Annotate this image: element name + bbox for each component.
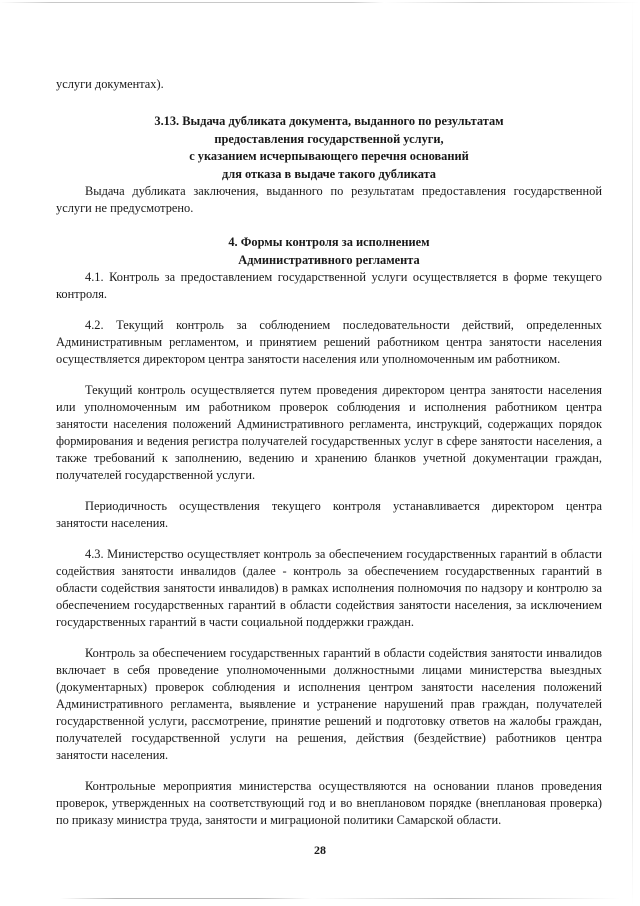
heading-line: предоставления государственной услуги,: [214, 131, 444, 146]
scan-edge-top: [0, 2, 640, 3]
paragraph-guarantees-control: Контроль за обеспечением государственных гарантий в области содействия занятости инвалидов включает в себя проведение уполномоченными должностными лицами министерства выездных (документарных) проверок соблюдения и исполнения центром занятости населения положений Административного регламента, выявление и устранение нарушений прав граждан, получателей государственной услуги, рассмотрение, принятие решений и подготовку ответов на жалобы граждан, получателей государственной услуги на решения, действия (бездействие) работников центра занятости населения.: [56, 646, 602, 762]
section-3-13-body: Выдача дубликата заключения, выданного по результатам предоставления государственной услуги не предусмотрено.: [56, 184, 602, 215]
paragraph-control-measures: Контрольные мероприятия министерства осуществляются на основании планов проведения проверок, утвержденных на соответствующий год и во внеплановом порядке (внеплановая проверка) по приказу министра труда, занятости и миграционой политики Самарской области.: [56, 779, 602, 827]
section-3-13-heading: [56, 113, 602, 183]
heading-line: 4. Формы контроля за исполнением: [228, 235, 430, 249]
paragraph-periodicity: Периодичность осуществления текущего контроля устанавливается директором центра занятости населения.: [56, 499, 602, 530]
heading-line: 3.13. Выдача дубликата документа, выданного по результатам: [154, 114, 504, 128]
paragraph-4-2: 4.2. Текущий контроль за соблюдением последовательности действий, определенных Административным регламентом, и принятием решений работником центра занятости населения осуществляется директором центра занятости населения или уполномоченным им работником.: [56, 318, 602, 366]
heading-line: Административного регламента: [238, 252, 420, 267]
scan-edge-right: [632, 0, 633, 906]
section-4-heading: [56, 234, 602, 269]
paragraph-current-control: Текущий контроль осуществляется путем проведения директором центра занятости населения или уполномоченным им работником проверок соблюдения и исполнения работником центра занятости населения положений Административного регламента, инструкций, содержащих порядок формирования и ведения регистра получателей государственных услуг в сфере занятости населения, а также требований к заполнению, ведению и хранению бланков учетной документации граждан, получателей государственной услуги.: [56, 383, 602, 482]
page-number: 28: [314, 843, 326, 857]
paragraph-4-1: 4.1. Контроль за предоставлением государственной услуги осуществляется в форме текущего контроля.: [56, 270, 602, 301]
heading-line: с указанием исчерпывающего перечня оснований: [189, 149, 469, 163]
page-content: [56, 76, 602, 829]
carryover-text: услуги документах).: [56, 77, 164, 91]
scan-edge-bottom: [60, 898, 620, 899]
heading-line: для отказа в выдаче такого дубликата: [221, 166, 436, 181]
paragraph-4-3: 4.3. Министерство осуществляет контроль за обеспечением государственных гарантий в области содействия занятости инвалидов (далее - контроль за обеспечением государственных гарантий в области содействия занятости инвалидов) в рамках исполнения полномочия по надзору и контролю за обеспечением государственных гарантий в области содействия занятости населения, за исключением государственных гарантий в части социальной поддержки граждан.: [56, 547, 602, 629]
